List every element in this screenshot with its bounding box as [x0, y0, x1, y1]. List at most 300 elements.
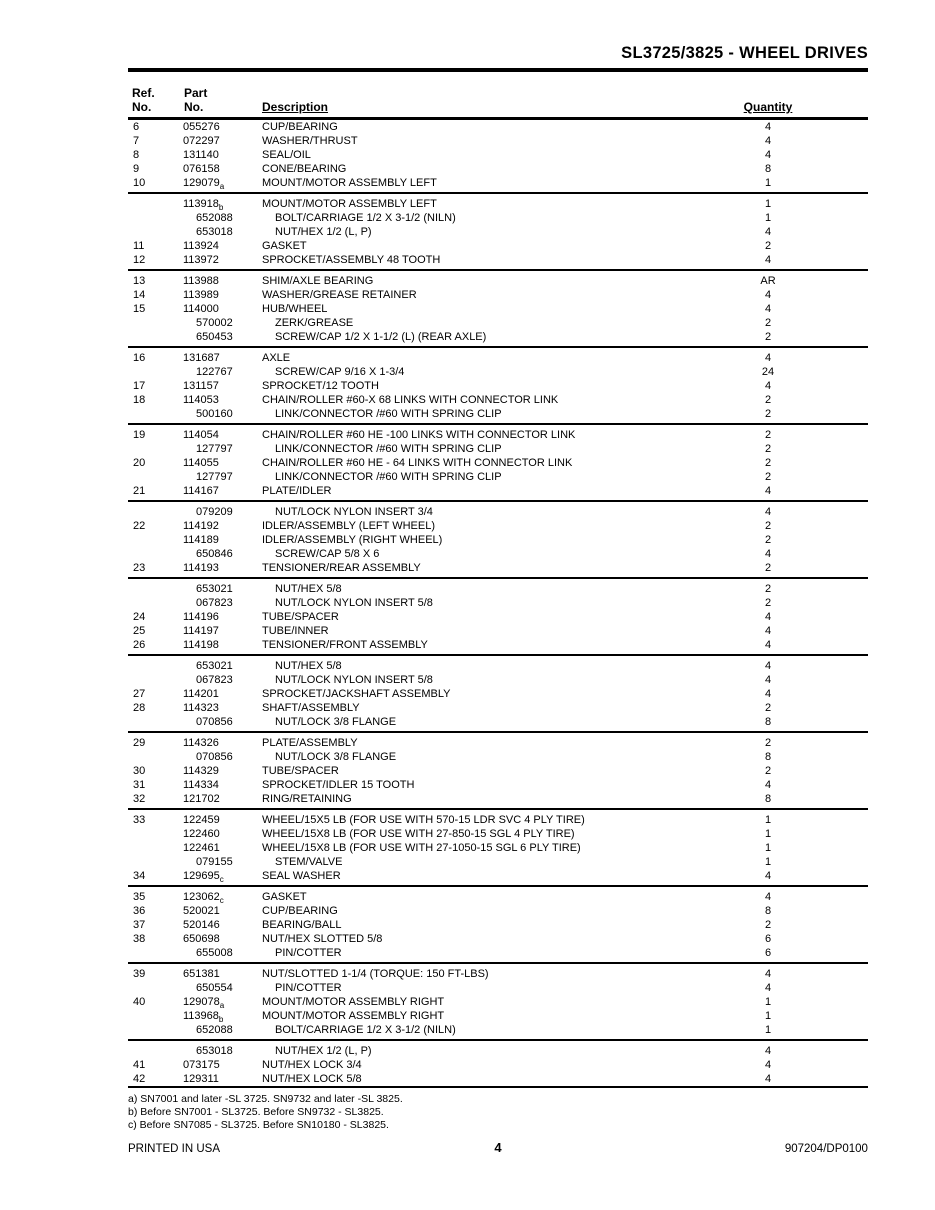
- quantity: 4: [764, 639, 772, 651]
- ref-no: [128, 596, 180, 610]
- quantity: 2: [764, 737, 772, 749]
- part-no: 114197: [183, 625, 219, 637]
- part-no: 113988: [183, 275, 219, 287]
- footer-printed-in: PRINTED IN USA: [128, 1143, 221, 1155]
- description: MOUNT/MOTOR ASSEMBLY LEFT: [262, 177, 437, 189]
- quantity: 2: [764, 520, 772, 532]
- table-header: [128, 86, 868, 120]
- description: PIN/COTTER: [275, 947, 342, 959]
- ref-no: 17: [133, 380, 146, 392]
- description: NUT/HEX 5/8: [275, 660, 342, 672]
- footnote-b: b) Before SN7001 - SL3725. Before SN9732 - SL3825.: [128, 1106, 384, 1118]
- table-row: [128, 239, 868, 253]
- table-row: [128, 946, 868, 960]
- quantity: 2: [764, 317, 772, 329]
- quantity: 1: [764, 828, 772, 840]
- group-separator: [128, 885, 868, 887]
- part-no: 570002: [196, 317, 233, 329]
- quantity: 1: [764, 1024, 772, 1036]
- group-separator: [128, 654, 868, 656]
- description: WHEEL/15X5 LB (FOR USE WITH 570-15 LDR SVC 4 PLY TIRE): [262, 814, 585, 826]
- quantity: 2: [764, 534, 772, 546]
- description: ZERK/GREASE: [275, 317, 354, 329]
- description: SEAL WASHER: [262, 870, 341, 882]
- part-no: 067823: [196, 597, 233, 609]
- ref-no: 12: [133, 254, 146, 266]
- quantity: 1: [764, 198, 772, 210]
- description: BOLT/CARRIAGE 1/2 X 3-1/2 (NILN): [275, 1024, 456, 1036]
- quantity: 4: [764, 254, 772, 266]
- ref-no: 41: [133, 1059, 146, 1071]
- quantity: 4: [764, 149, 772, 161]
- quantity: 4: [764, 1073, 772, 1085]
- table-row: [128, 519, 868, 533]
- page-title: SL3725/3825 - WHEEL DRIVES: [621, 44, 868, 62]
- table-row: [128, 253, 868, 267]
- ref-no: 42: [133, 1073, 146, 1085]
- part-no: 122767: [196, 366, 233, 378]
- ref-no: 37: [133, 919, 146, 931]
- quantity: 8: [764, 716, 772, 728]
- part-no: 520021: [183, 905, 220, 917]
- part-no: 114055: [183, 457, 219, 469]
- quantity: 24: [761, 366, 775, 378]
- part-no-subscript: a: [219, 1001, 225, 1009]
- quantity: 2: [764, 471, 772, 483]
- description: HUB/WHEEL: [262, 303, 328, 315]
- ref-no: 34: [133, 870, 146, 882]
- ref-no: [128, 841, 180, 855]
- table-row: [128, 211, 868, 225]
- quantity: 4: [764, 611, 772, 623]
- ref-no: 29: [133, 737, 146, 749]
- part-no: 070856: [196, 716, 233, 728]
- description: NUT/LOCK NYLON INSERT 3/4: [275, 506, 433, 518]
- description: SPROCKET/12 TOOTH: [262, 380, 379, 392]
- table-row: [128, 736, 868, 750]
- description: BOLT/CARRIAGE 1/2 X 3-1/2 (NILN): [275, 212, 456, 224]
- part-no: 114334: [183, 779, 219, 791]
- ref-no: 14: [133, 289, 146, 301]
- description: NUT/HEX SLOTTED 5/8: [262, 933, 383, 945]
- description: NUT/LOCK NYLON INSERT 5/8: [275, 597, 433, 609]
- part-no: 114201: [183, 688, 219, 700]
- quantity: 4: [764, 982, 772, 994]
- quantity: 2: [764, 457, 772, 469]
- description: CUP/BEARING: [262, 121, 338, 133]
- table-row: [128, 995, 868, 1009]
- quantity: 4: [764, 1045, 772, 1057]
- quantity: 4: [764, 485, 772, 497]
- description: TUBE/SPACER: [262, 611, 339, 623]
- table-row: [128, 778, 868, 792]
- group-separator: [128, 1039, 868, 1041]
- quantity: 2: [764, 240, 772, 252]
- description: TENSIONER/FRONT ASSEMBLY: [262, 639, 428, 651]
- ref-no: [128, 1044, 180, 1058]
- quantity: 4: [764, 688, 772, 700]
- table-row: [128, 456, 868, 470]
- part-no: $113968_b$: [183, 1010, 224, 1023]
- table-row: [128, 764, 868, 778]
- table-row: [128, 330, 868, 344]
- quantity: AR: [760, 275, 776, 287]
- group-separator: [128, 346, 868, 348]
- column-header-ref: Ref. No.: [132, 86, 155, 114]
- part-no: $129079_a$: [183, 177, 225, 190]
- quantity: 4: [764, 779, 772, 791]
- table-row: [128, 792, 868, 806]
- part-no: 129311: [183, 1073, 219, 1085]
- ref-no: [128, 855, 180, 869]
- quantity: 4: [764, 289, 772, 301]
- table-row: [128, 162, 868, 176]
- group-separator: [128, 423, 868, 425]
- part-no: 114323: [183, 702, 219, 714]
- ref-no: 7: [133, 135, 140, 147]
- ref-no: [128, 533, 180, 547]
- part-no: 067823: [196, 674, 233, 686]
- table-row: [128, 813, 868, 827]
- description: SHAFT/ASSEMBLY: [262, 702, 360, 714]
- part-no: 079155: [196, 856, 233, 868]
- quantity: 2: [764, 765, 772, 777]
- ref-no: 6: [133, 121, 140, 133]
- description: CHAIN/ROLLER #60 HE -100 LINKS WITH CONNECTOR LINK: [262, 429, 576, 441]
- part-no: 121702: [183, 793, 220, 805]
- description: WASHER/GREASE RETAINER: [262, 289, 417, 301]
- table-row: [128, 428, 868, 442]
- table-row: [128, 505, 868, 519]
- ref-no: 13: [133, 275, 146, 287]
- table-row: [128, 407, 868, 421]
- part-no: 055276: [183, 121, 220, 133]
- quantity: 6: [764, 947, 772, 959]
- ref-no: [128, 750, 180, 764]
- ref-no: 9: [133, 163, 140, 175]
- description: BEARING/BALL: [262, 919, 342, 931]
- description: IDLER/ASSEMBLY (LEFT WHEEL): [262, 520, 435, 532]
- ref-no: 27: [133, 688, 146, 700]
- ref-no: [128, 946, 180, 960]
- part-no: $123062_c$: [183, 891, 224, 904]
- part-no: 113989: [183, 289, 219, 301]
- ref-no: 22: [133, 520, 146, 532]
- quantity: 4: [764, 870, 772, 882]
- part-no: 079209: [196, 506, 233, 518]
- quantity: 2: [764, 597, 772, 609]
- table-row: [128, 197, 868, 211]
- part-no: 653018: [196, 1045, 233, 1057]
- table-row: [128, 316, 868, 330]
- quantity: 2: [764, 429, 772, 441]
- ref-no: 15: [133, 303, 146, 315]
- ref-no: 38: [133, 933, 146, 945]
- group-separator: [128, 192, 868, 194]
- table-row: [128, 715, 868, 729]
- ref-no: [128, 442, 180, 456]
- part-no: 114054: [183, 429, 219, 441]
- ref-no: 24: [133, 611, 146, 623]
- ref-no: [128, 330, 180, 344]
- quantity: 4: [764, 674, 772, 686]
- part-no: 114326: [183, 737, 219, 749]
- table-row: [128, 176, 868, 190]
- ref-no: 25: [133, 625, 146, 637]
- ref-no: [128, 225, 180, 239]
- description: SPROCKET/JACKSHAFT ASSEMBLY: [262, 688, 451, 700]
- quantity: 2: [764, 919, 772, 931]
- part-no: 114167: [183, 485, 219, 497]
- page-footer: [128, 1140, 868, 1155]
- ref-no: 30: [133, 765, 146, 777]
- description: IDLER/ASSEMBLY (RIGHT WHEEL): [262, 534, 443, 546]
- part-no-subscript: c: [219, 875, 224, 883]
- quantity: 1: [764, 996, 772, 1008]
- table-row: [128, 582, 868, 596]
- table-row: [128, 225, 868, 239]
- part-no-subscript: b: [218, 203, 224, 211]
- description: TUBE/INNER: [262, 625, 329, 637]
- table-row: [128, 701, 868, 715]
- quantity: 4: [764, 226, 772, 238]
- table-row: [128, 365, 868, 379]
- quantity: 1: [764, 212, 772, 224]
- description: CHAIN/ROLLER #60-X 68 LINKS WITH CONNECTOR LINK: [262, 394, 559, 406]
- ref-no: [128, 659, 180, 673]
- table-row: [128, 659, 868, 673]
- ref-no: [128, 715, 180, 729]
- description: PLATE/ASSEMBLY: [262, 737, 358, 749]
- description: LINK/CONNECTOR /#60 WITH SPRING CLIP: [275, 443, 502, 455]
- part-no-subscript: b: [218, 1015, 224, 1023]
- part-no: 114193: [183, 562, 219, 574]
- quantity: 1: [764, 814, 772, 826]
- table-row: [128, 547, 868, 561]
- table-row: [128, 890, 868, 904]
- ref-no: 31: [133, 779, 146, 791]
- group-separator: [128, 500, 868, 502]
- description: WHEEL/15X8 LB (FOR USE WITH 27-850-15 SGL 4 PLY TIRE): [262, 828, 575, 840]
- ref-no: [128, 827, 180, 841]
- quantity: 4: [764, 380, 772, 392]
- description: NUT/HEX 1/2 (L, P): [275, 226, 372, 238]
- part-no: $129078_a$: [183, 996, 225, 1009]
- column-header-description: Description: [262, 100, 329, 114]
- quantity: 1: [764, 856, 772, 868]
- ref-no: [128, 211, 180, 225]
- quantity: 8: [764, 163, 772, 175]
- table-row: [128, 288, 868, 302]
- ref-no: [128, 365, 180, 379]
- description: TENSIONER/REAR ASSEMBLY: [262, 562, 421, 574]
- description: SCREW/CAP 5/8 X 6: [275, 548, 380, 560]
- part-no: 652088: [196, 1024, 233, 1036]
- description: SCREW/CAP 1/2 X 1-1/2 (L) (REAR AXLE): [275, 331, 487, 343]
- group-separator: [128, 577, 868, 579]
- description: GASKET: [262, 240, 307, 252]
- quantity: 8: [764, 751, 772, 763]
- quantity: 6: [764, 933, 772, 945]
- description: CUP/BEARING: [262, 905, 338, 917]
- footnote-a: a) SN7001 and later -SL 3725. SN9732 and later -SL 3825.: [128, 1093, 403, 1105]
- part-no: 650698: [183, 933, 220, 945]
- part-no: 127797: [196, 443, 233, 455]
- description: CONE/BEARING: [262, 163, 347, 175]
- description: LINK/CONNECTOR /#60 WITH SPRING CLIP: [275, 408, 502, 420]
- table-row: [128, 1072, 868, 1086]
- part-no: 072297: [183, 135, 220, 147]
- table-row: [128, 855, 868, 869]
- ref-no: [128, 197, 180, 211]
- table-row: [128, 442, 868, 456]
- part-no: 520146: [183, 919, 220, 931]
- table-row: [128, 932, 868, 946]
- ref-no: 35: [133, 891, 146, 903]
- description: STEM/VALVE: [275, 856, 343, 868]
- ref-no: 39: [133, 968, 146, 980]
- ref-no: 28: [133, 702, 146, 714]
- quantity: 2: [764, 408, 772, 420]
- part-no: 650554: [196, 982, 233, 994]
- description: CHAIN/ROLLER #60 HE - 64 LINKS WITH CONNECTOR LINK: [262, 457, 573, 469]
- ref-no: 10: [133, 177, 146, 189]
- ref-no: 36: [133, 905, 146, 917]
- part-no: 122459: [183, 814, 220, 826]
- part-no: 114053: [183, 394, 219, 406]
- description: TUBE/SPACER: [262, 765, 339, 777]
- description: LINK/CONNECTOR /#60 WITH SPRING CLIP: [275, 471, 502, 483]
- quantity: 4: [764, 891, 772, 903]
- part-no-subscript: c: [219, 896, 224, 904]
- description: SPROCKET/ASSEMBLY 48 TOOTH: [262, 254, 441, 266]
- ref-no: [128, 981, 180, 995]
- quantity: 4: [764, 548, 772, 560]
- ref-no: 18: [133, 394, 146, 406]
- parts-table-body: [128, 120, 868, 1088]
- quantity: 4: [764, 303, 772, 315]
- part-no: 131687: [183, 352, 220, 364]
- table-row: [128, 1058, 868, 1072]
- part-no: $113918_b$: [183, 198, 224, 211]
- ref-no: 20: [133, 457, 146, 469]
- ref-no: 32: [133, 793, 146, 805]
- title-rule: [128, 68, 868, 72]
- description: MOUNT/MOTOR ASSEMBLY LEFT: [262, 198, 437, 210]
- description: NUT/SLOTTED 1-1/4 (TORQUE: 150 FT-LBS): [262, 968, 489, 980]
- part-no: 114000: [183, 303, 219, 315]
- table-row: [128, 827, 868, 841]
- ref-no: [128, 673, 180, 687]
- table-row: [128, 610, 868, 624]
- description: NUT/HEX LOCK 5/8: [262, 1073, 362, 1085]
- part-no: 650846: [196, 548, 233, 560]
- page-number: 4: [494, 1140, 502, 1155]
- table-row: [128, 533, 868, 547]
- description: SCREW/CAP 9/16 X 1-3/4: [275, 366, 405, 378]
- quantity: 2: [764, 562, 772, 574]
- part-no: 650453: [196, 331, 233, 343]
- table-row: [128, 918, 868, 932]
- quantity: 4: [764, 968, 772, 980]
- quantity: 4: [764, 1059, 772, 1071]
- table-row: [128, 750, 868, 764]
- part-no: 122460: [183, 828, 220, 840]
- ref-no: [128, 470, 180, 484]
- table-row: [128, 624, 868, 638]
- ref-no: [128, 1009, 180, 1023]
- table-row: [128, 393, 868, 407]
- part-no: 653021: [196, 583, 233, 595]
- ref-no: 33: [133, 814, 146, 826]
- table-row: [128, 120, 868, 134]
- footnotes: [128, 1093, 868, 1132]
- part-no: 655008: [196, 947, 233, 959]
- table-row: [128, 1023, 868, 1037]
- part-no: 114189: [183, 534, 219, 546]
- description: NUT/LOCK 3/8 FLANGE: [275, 716, 397, 728]
- footer-doc-code: 907204/DP0100: [784, 1143, 868, 1155]
- part-no: 652088: [196, 212, 233, 224]
- description: RING/RETAINING: [262, 793, 352, 805]
- part-no: 076158: [183, 163, 220, 175]
- part-no: 114196: [183, 611, 219, 623]
- ref-no: [128, 316, 180, 330]
- part-no: 651381: [183, 968, 220, 980]
- table-row: [128, 687, 868, 701]
- description: AXLE: [262, 352, 291, 364]
- quantity: 4: [764, 506, 772, 518]
- table-row: [128, 841, 868, 855]
- quantity: 1: [764, 177, 772, 189]
- description: SHIM/AXLE BEARING: [262, 275, 374, 287]
- part-no: 073175: [183, 1059, 220, 1071]
- group-separator: [128, 808, 868, 810]
- part-no: 653018: [196, 226, 233, 238]
- table-row: [128, 561, 868, 575]
- part-no: 114198: [183, 639, 219, 651]
- description: SPROCKET/IDLER 15 TOOTH: [262, 779, 415, 791]
- table-row: [128, 379, 868, 393]
- ref-no: 8: [133, 149, 140, 161]
- footnote-c: c) Before SN7085 - SL3725. Before SN10180 - SL3825.: [128, 1119, 389, 1131]
- column-header-quantity: Quantity: [743, 100, 793, 114]
- ref-no: 16: [133, 352, 146, 364]
- table-row: [128, 869, 868, 883]
- ref-no: 26: [133, 639, 146, 651]
- quantity: 4: [764, 625, 772, 637]
- ref-no: 23: [133, 562, 146, 574]
- description: WHEEL/15X8 LB (FOR USE WITH 27-1050-15 SGL 6 PLY TIRE): [262, 842, 581, 854]
- ref-no: [128, 505, 180, 519]
- description: MOUNT/MOTOR ASSEMBLY RIGHT: [262, 996, 445, 1008]
- quantity: 4: [764, 135, 772, 147]
- table-row: [128, 967, 868, 981]
- part-no: 127797: [196, 471, 233, 483]
- ref-no: [128, 407, 180, 421]
- ref-no: 11: [133, 240, 145, 252]
- ref-no: 40: [133, 996, 146, 1008]
- quantity: 2: [764, 702, 772, 714]
- quantity: 2: [764, 394, 772, 406]
- table-row: [128, 134, 868, 148]
- description: WASHER/THRUST: [262, 135, 358, 147]
- table-row: [128, 1044, 868, 1058]
- part-no: 113924: [183, 240, 219, 252]
- table-row: [128, 904, 868, 918]
- part-no: 131157: [183, 380, 219, 392]
- quantity: 2: [764, 583, 772, 595]
